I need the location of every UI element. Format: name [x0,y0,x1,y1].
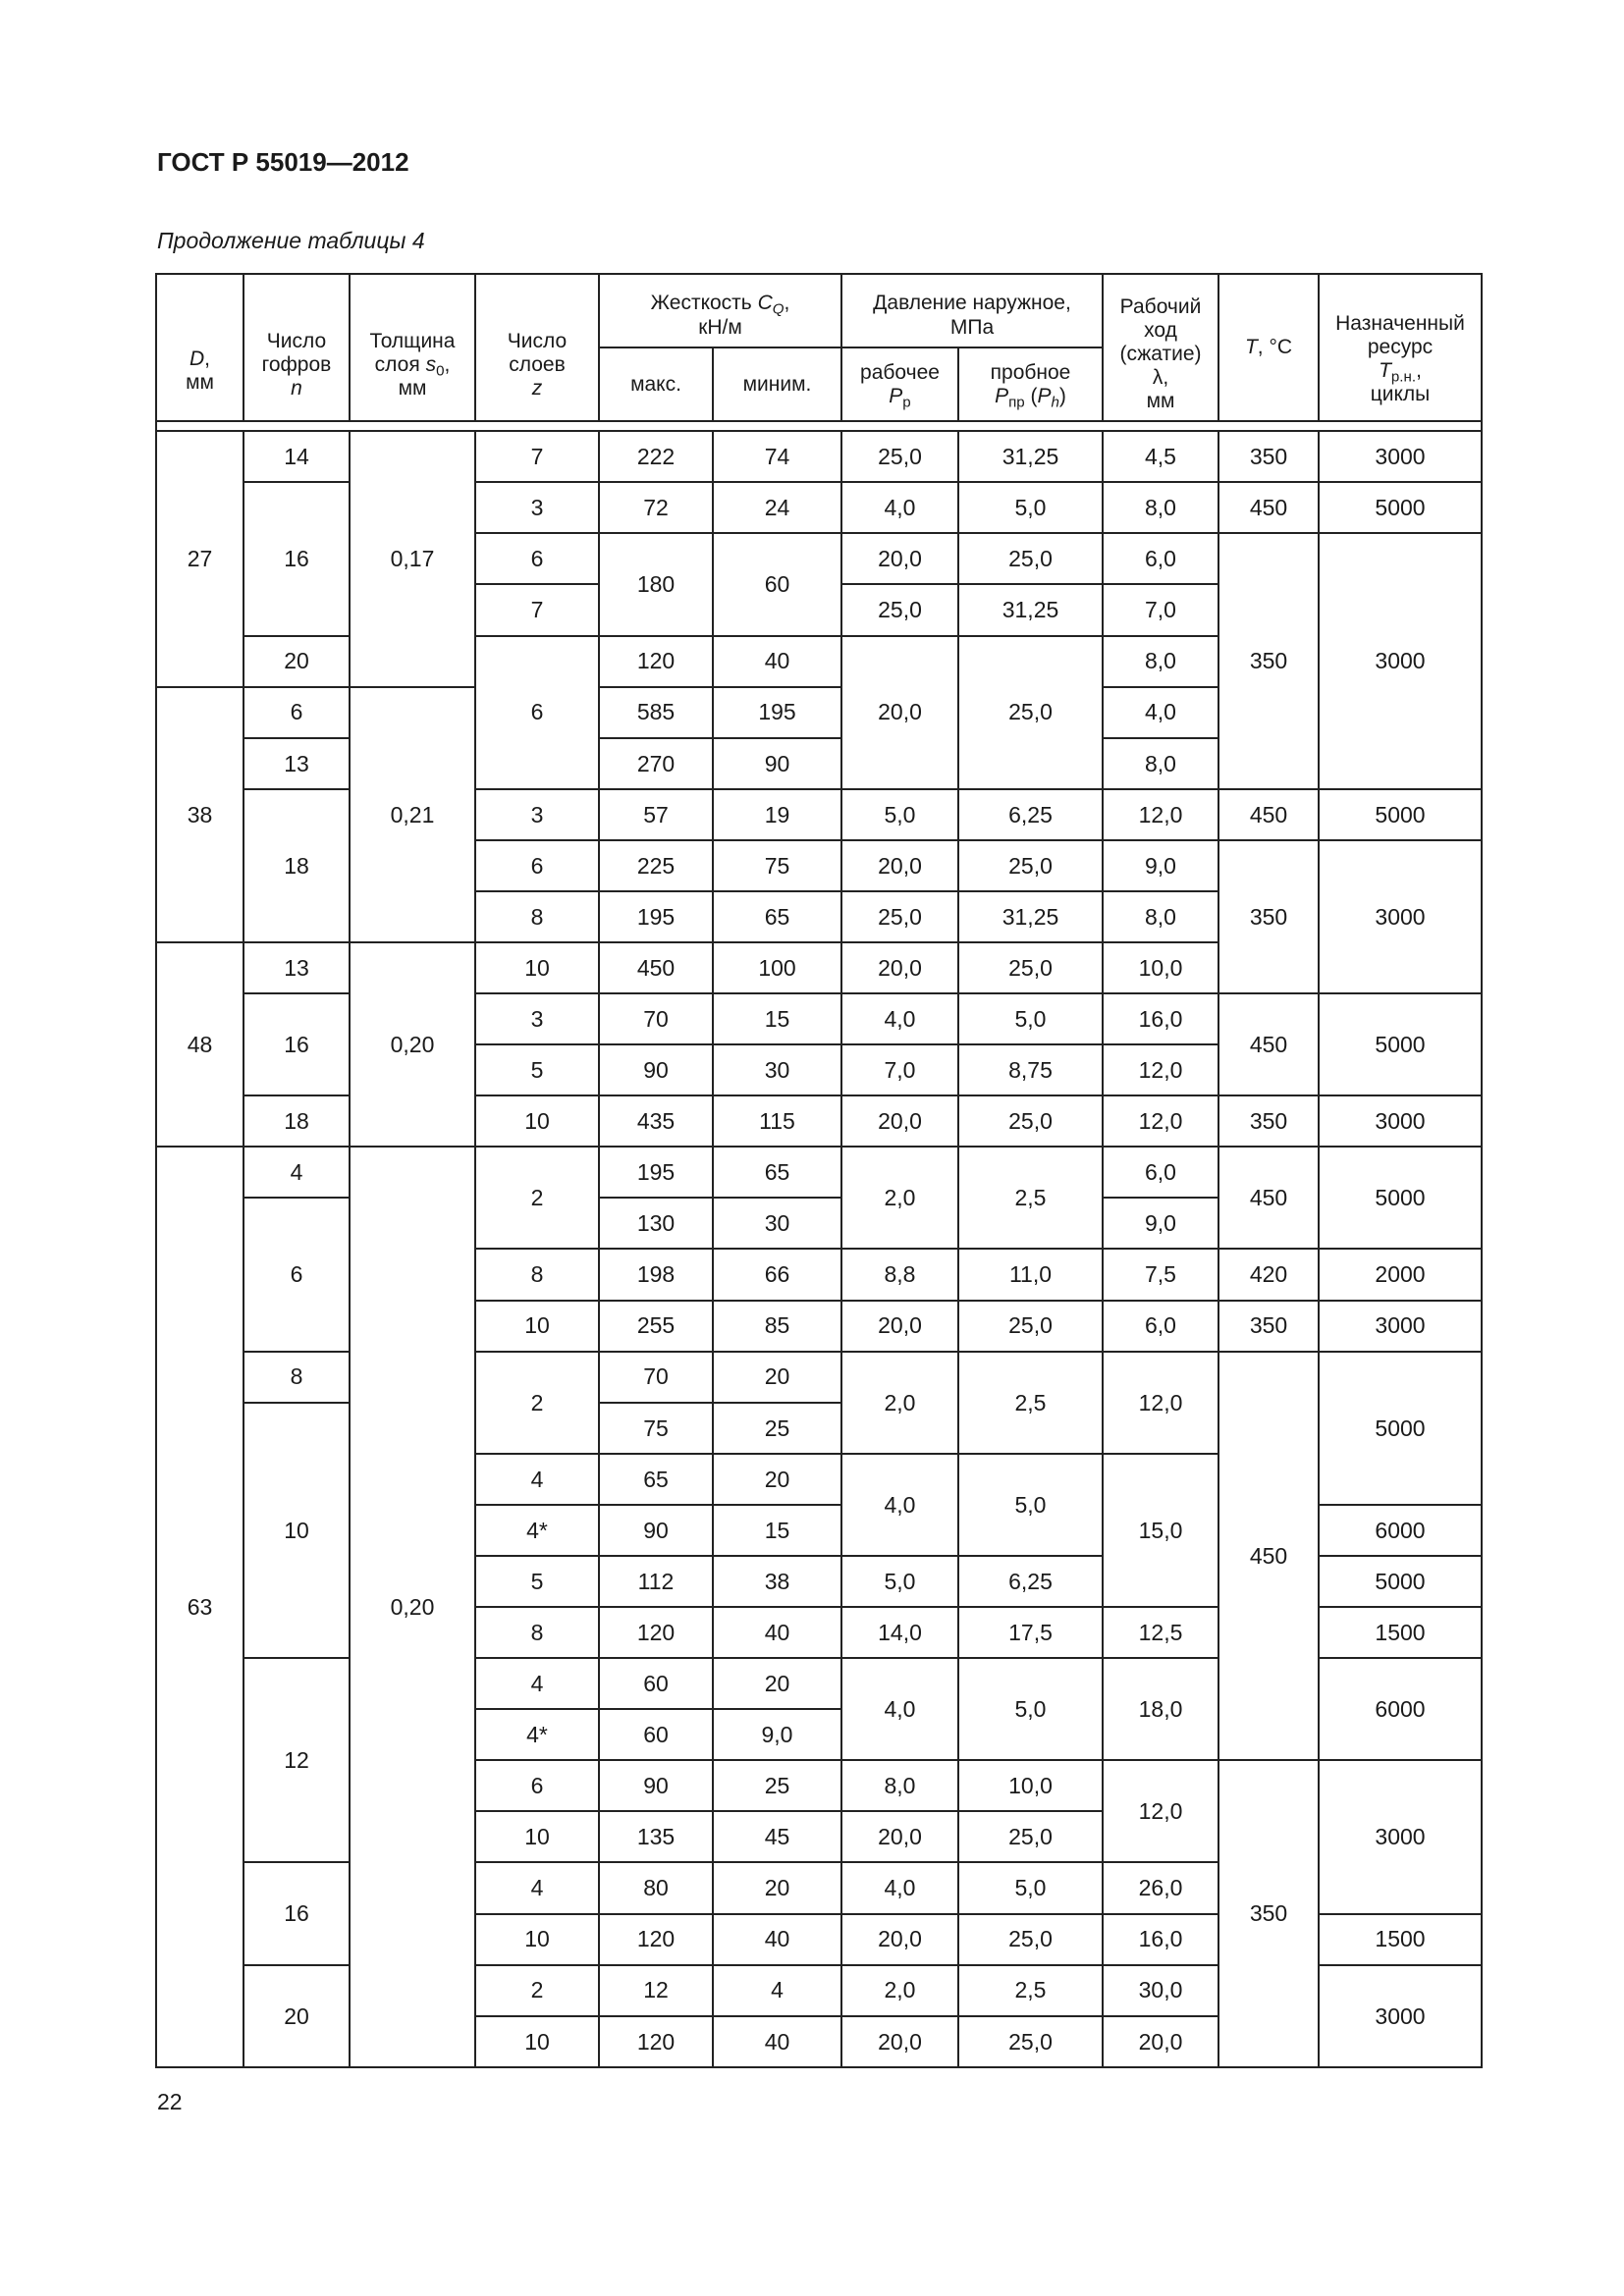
cell-layers: 7 [475,584,599,635]
cell-stiffness-min: 40 [713,1914,841,1965]
cell-stiffness-min: 15 [713,993,841,1044]
cell-layers: 8 [475,1249,599,1300]
cell-stiffness-max: 12 [599,1965,713,2016]
cell-temperature: 420 [1218,1249,1319,1300]
cell-pressure-test: 5,0 [958,482,1103,533]
cell-stiffness-min: 38 [713,1556,841,1607]
cell-stiffness-min: 4 [713,1965,841,2016]
cell-stiffness-min: 90 [713,738,841,789]
cell-pressure-working: 2,0 [841,1352,958,1454]
cell-service-life: 1500 [1319,1914,1482,1965]
cell-corrugations: 6 [244,1198,350,1351]
cell-temperature: 450 [1218,1352,1319,1761]
cell-stroke: 4,0 [1103,687,1218,738]
cell-stiffness-max: 195 [599,1147,713,1198]
cell-stroke: 7,5 [1103,1249,1218,1300]
cell-stiffness-max: 225 [599,840,713,891]
cell-stiffness-max: 130 [599,1198,713,1249]
cell-stiffness-max: 270 [599,738,713,789]
cell-pressure-working: 20,0 [841,533,958,584]
cell-pressure-test: 25,0 [958,533,1103,584]
cell-stiffness-min: 74 [713,431,841,482]
header-pressure-working: рабочее $P_р$ [841,347,958,421]
cell-stiffness-min: 25 [713,1760,841,1811]
cell-pressure-working: 4,0 [841,1454,958,1556]
cell-corrugations: 18 [244,789,350,942]
header-pressure-test: пробное $P_{пр}$ $(P_h)$ [958,347,1103,421]
cell-diameter: 48 [156,942,244,1147]
cell-service-life: 3000 [1319,1301,1482,1352]
cell-pressure-test: 25,0 [958,1301,1103,1352]
cell-pressure-working: 4,0 [841,482,958,533]
cell-stroke: 12,0 [1103,1352,1218,1454]
cell-pressure-test: 2,5 [958,1965,1103,2016]
cell-temperature: 450 [1218,789,1319,840]
cell-corrugations: 18 [244,1095,350,1147]
cell-stiffness-min: 20 [713,1352,841,1403]
cell-corrugations: 4 [244,1147,350,1198]
cell-pressure-working: 20,0 [841,1301,958,1352]
cell-stiffness-min: 45 [713,1811,841,1862]
cell-stiffness-min: 15 [713,1505,841,1556]
cell-stiffness-max: 90 [599,1760,713,1811]
cell-layers: 6 [475,636,599,789]
cell-pressure-test: 5,0 [958,993,1103,1044]
header-temperature: T, °С [1218,274,1319,421]
cell-layers: 3 [475,482,599,533]
cell-stiffness-max: 450 [599,942,713,993]
cell-corrugations: 16 [244,993,350,1095]
page-number: 22 [157,2089,183,2114]
cell-pressure-working: 20,0 [841,840,958,891]
cell-service-life: 2000 [1319,1249,1482,1300]
cell-stiffness-max: 72 [599,482,713,533]
cell-stroke: 12,0 [1103,1095,1218,1147]
cell-stiffness-max: 120 [599,636,713,687]
cell-layers: 6 [475,840,599,891]
cell-pressure-test: 2,5 [958,1352,1103,1454]
cell-stiffness-max: 90 [599,1505,713,1556]
cell-pressure-working: 7,0 [841,1044,958,1095]
cell-stiffness-min: 115 [713,1095,841,1147]
cell-pressure-working: 20,0 [841,1811,958,1862]
header-layers: Число слоев z [475,274,599,421]
cell-pressure-working: 2,0 [841,1965,958,2016]
cell-temperature: 450 [1218,1147,1319,1249]
cell-pressure-test: 25,0 [958,2016,1103,2067]
cell-pressure-test: 25,0 [958,1914,1103,1965]
cell-layers: 10 [475,1095,599,1147]
cell-service-life: 3000 [1319,1965,1482,2067]
cell-stiffness-min: 25 [713,1403,841,1454]
cell-pressure-working: 4,0 [841,1658,958,1760]
cell-layers: 10 [475,1811,599,1862]
cell-pressure-test: 31,25 [958,891,1103,942]
data-table [155,273,1483,2068]
cell-stiffness-min: 100 [713,942,841,993]
cell-diameter: 27 [156,431,244,686]
cell-corrugations: 12 [244,1658,350,1862]
cell-stiffness-max: 120 [599,1914,713,1965]
cell-pressure-test: 5,0 [958,1454,1103,1556]
cell-layers: 8 [475,891,599,942]
cell-corrugations: 20 [244,1965,350,2067]
cell-stiffness-max: 222 [599,431,713,482]
cell-stiffness-max: 180 [599,533,713,635]
cell-layers: 2 [475,1965,599,2016]
cell-stroke: 9,0 [1103,1198,1218,1249]
cell-layers: 4* [475,1709,599,1760]
cell-stiffness-min: 195 [713,687,841,738]
cell-thickness: 0,20 [350,1147,475,2067]
cell-service-life: 6000 [1319,1658,1482,1760]
cell-stroke: 6,0 [1103,1147,1218,1198]
cell-pressure-working: 5,0 [841,1556,958,1607]
cell-stroke: 30,0 [1103,1965,1218,2016]
cell-stiffness-min: 85 [713,1301,841,1352]
cell-temperature: 350 [1218,533,1319,788]
table-caption: Продолжение таблицы 4 [157,228,425,253]
cell-pressure-working: 25,0 [841,431,958,482]
header-corrugations: Число гофров n [244,274,350,421]
cell-pressure-test: 25,0 [958,1095,1103,1147]
cell-stiffness-max: 65 [599,1454,713,1505]
cell-stiffness-max: 57 [599,789,713,840]
cell-stiffness-min: 65 [713,1147,841,1198]
cell-pressure-test: 8,75 [958,1044,1103,1095]
cell-pressure-test: 6,25 [958,1556,1103,1607]
cell-stroke: 16,0 [1103,993,1218,1044]
document-title: ГОСТ Р 55019—2012 [157,147,409,177]
cell-stroke: 15,0 [1103,1454,1218,1607]
cell-service-life: 3000 [1319,431,1482,482]
cell-pressure-working: 4,0 [841,993,958,1044]
cell-stiffness-max: 60 [599,1658,713,1709]
cell-corrugations: 13 [244,942,350,993]
cell-stiffness-min: 30 [713,1198,841,1249]
cell-stiffness-max: 120 [599,1607,713,1658]
cell-pressure-working: 20,0 [841,636,958,789]
cell-corrugations: 16 [244,482,350,635]
cell-pressure-test: 31,25 [958,584,1103,635]
cell-stiffness-min: 19 [713,789,841,840]
cell-layers: 10 [475,1914,599,1965]
cell-stroke: 8,0 [1103,636,1218,687]
cell-corrugations: 14 [244,431,350,482]
cell-thickness: 0,21 [350,687,475,942]
header-pressure: Давление наружное, МПа [841,274,1103,347]
header-stiffness-max: макс. [599,347,713,421]
cell-pressure-working: 14,0 [841,1607,958,1658]
cell-pressure-test: 25,0 [958,636,1103,789]
header-separator [156,421,1482,431]
cell-corrugations: 20 [244,636,350,687]
cell-service-life: 5000 [1319,789,1482,840]
cell-temperature: 350 [1218,1095,1319,1147]
cell-pressure-working: 20,0 [841,2016,958,2067]
cell-stiffness-min: 75 [713,840,841,891]
cell-stiffness-min: 66 [713,1249,841,1300]
cell-stroke: 20,0 [1103,2016,1218,2067]
cell-service-life: 5000 [1319,1147,1482,1249]
cell-stroke: 12,0 [1103,1760,1218,1862]
cell-pressure-working: 5,0 [841,789,958,840]
cell-stiffness-max: 435 [599,1095,713,1147]
cell-layers: 2 [475,1147,599,1249]
cell-layers: 5 [475,1556,599,1607]
cell-pressure-working: 2,0 [841,1147,958,1249]
cell-pressure-working: 8,8 [841,1249,958,1300]
cell-stiffness-max: 585 [599,687,713,738]
cell-stiffness-min: 30 [713,1044,841,1095]
cell-layers: 2 [475,1352,599,1454]
cell-corrugations: 8 [244,1352,350,1403]
cell-stiffness-max: 90 [599,1044,713,1095]
cell-layers: 4 [475,1658,599,1709]
cell-diameter: 38 [156,687,244,942]
cell-service-life: 6000 [1319,1505,1482,1556]
cell-service-life: 3000 [1319,533,1482,788]
cell-stiffness-max: 80 [599,1862,713,1913]
cell-pressure-test: 11,0 [958,1249,1103,1300]
cell-temperature: 450 [1218,482,1319,533]
cell-layers: 4 [475,1862,599,1913]
table-row [156,1147,1482,1198]
cell-pressure-working: 25,0 [841,584,958,635]
cell-layers: 7 [475,431,599,482]
cell-layers: 5 [475,1044,599,1095]
cell-stroke: 16,0 [1103,1914,1218,1965]
cell-temperature: 350 [1218,431,1319,482]
cell-pressure-test: 10,0 [958,1760,1103,1811]
cell-stroke: 12,0 [1103,1044,1218,1095]
cell-stiffness-max: 70 [599,1352,713,1403]
cell-stroke: 9,0 [1103,840,1218,891]
cell-corrugations: 6 [244,687,350,738]
cell-stiffness-min: 60 [713,533,841,635]
cell-pressure-test: 31,25 [958,431,1103,482]
cell-stiffness-min: 20 [713,1454,841,1505]
cell-stroke: 8,0 [1103,482,1218,533]
cell-temperature: 350 [1218,1760,1319,2067]
header-service-life: Назначенный ресурс $T_{р.н.}$, циклы [1319,274,1482,421]
cell-service-life: 3000 [1319,1760,1482,1913]
cell-stroke: 12,0 [1103,789,1218,840]
cell-stiffness-max: 75 [599,1403,713,1454]
cell-pressure-test: 25,0 [958,840,1103,891]
cell-service-life: 3000 [1319,1095,1482,1147]
cell-temperature: 350 [1218,1301,1319,1352]
cell-pressure-test: 5,0 [958,1658,1103,1760]
cell-thickness: 0,17 [350,431,475,686]
cell-stiffness-max: 112 [599,1556,713,1607]
cell-pressure-working: 20,0 [841,1095,958,1147]
cell-pressure-working: 20,0 [841,942,958,993]
cell-layers: 6 [475,1760,599,1811]
cell-pressure-test: 2,5 [958,1147,1103,1249]
cell-corrugations: 10 [244,1403,350,1658]
table-row [156,431,1482,482]
cell-corrugations: 13 [244,738,350,789]
header-diameter: D, мм [156,274,244,421]
cell-stiffness-min: 9,0 [713,1709,841,1760]
cell-pressure-test: 25,0 [958,942,1103,993]
cell-service-life: 5000 [1319,1556,1482,1607]
cell-stiffness-max: 135 [599,1811,713,1862]
cell-stiffness-min: 65 [713,891,841,942]
cell-stiffness-max: 255 [599,1301,713,1352]
header-stroke: Рабочий ход (сжатие) λ, мм [1103,274,1218,421]
cell-service-life: 3000 [1319,840,1482,993]
header-thickness: Толщина слоя $s_0$, мм [350,274,475,421]
cell-pressure-test: 25,0 [958,1811,1103,1862]
header-stiffness-min: миним. [713,347,841,421]
cell-layers: 4 [475,1454,599,1505]
cell-pressure-working: 4,0 [841,1862,958,1913]
cell-diameter: 63 [156,1147,244,2067]
cell-pressure-test: 6,25 [958,789,1103,840]
cell-stroke: 12,5 [1103,1607,1218,1658]
cell-thickness: 0,20 [350,942,475,1147]
cell-pressure-test: 5,0 [958,1862,1103,1913]
header-stiffness: Жесткость $C_Q$, кН/м [599,274,841,347]
cell-stiffness-min: 24 [713,482,841,533]
cell-stiffness-max: 120 [599,2016,713,2067]
cell-service-life: 1500 [1319,1607,1482,1658]
cell-layers: 3 [475,993,599,1044]
cell-stiffness-min: 20 [713,1862,841,1913]
cell-service-life: 5000 [1319,482,1482,533]
cell-layers: 10 [475,1301,599,1352]
cell-stroke: 18,0 [1103,1658,1218,1760]
cell-pressure-working: 8,0 [841,1760,958,1811]
cell-stiffness-min: 40 [713,636,841,687]
cell-pressure-working: 20,0 [841,1914,958,1965]
cell-temperature: 450 [1218,993,1319,1095]
cell-layers: 4* [475,1505,599,1556]
cell-layers: 6 [475,533,599,584]
cell-stroke: 10,0 [1103,942,1218,993]
cell-layers: 10 [475,942,599,993]
header-row [156,274,1482,347]
cell-pressure-test: 17,5 [958,1607,1103,1658]
cell-layers: 3 [475,789,599,840]
cell-stiffness-min: 40 [713,2016,841,2067]
cell-stiffness-min: 40 [713,1607,841,1658]
cell-stroke: 7,0 [1103,584,1218,635]
cell-service-life: 5000 [1319,1352,1482,1505]
cell-stroke: 6,0 [1103,533,1218,584]
cell-stroke: 8,0 [1103,891,1218,942]
cell-stiffness-max: 60 [599,1709,713,1760]
cell-stroke: 8,0 [1103,738,1218,789]
cell-layers: 10 [475,2016,599,2067]
cell-stiffness-max: 70 [599,993,713,1044]
cell-layers: 8 [475,1607,599,1658]
cell-stiffness-min: 20 [713,1658,841,1709]
cell-stroke: 4,5 [1103,431,1218,482]
cell-pressure-working: 25,0 [841,891,958,942]
cell-stroke: 26,0 [1103,1862,1218,1913]
cell-stiffness-max: 198 [599,1249,713,1300]
cell-service-life: 5000 [1319,993,1482,1095]
cell-stiffness-max: 195 [599,891,713,942]
cell-stroke: 6,0 [1103,1301,1218,1352]
cell-temperature: 350 [1218,840,1319,993]
cell-corrugations: 16 [244,1862,350,1964]
